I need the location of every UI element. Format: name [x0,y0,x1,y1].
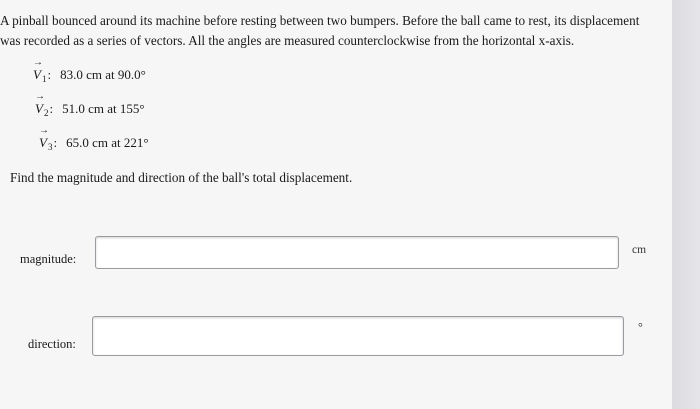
vector-3: → V 3 : 65.0 cm at 221° [39,125,149,152]
page-edge [672,0,700,409]
vector-2-value: 51.0 cm at 155° [62,101,145,116]
vector-2-subscript: 2 [43,108,49,118]
direction-label: direction: [28,337,76,351]
vector-3-subscript: 3 [47,142,53,152]
vector-1-subscript: 1 [41,74,47,84]
vector-3-symbol: → V [39,125,49,150]
vector-2-symbol: → V [35,91,45,116]
magnitude-input[interactable] [95,236,619,269]
direction-unit: ° [638,320,643,334]
magnitude-unit: cm [632,244,647,256]
vector-2: → V 2 : 51.0 cm at 155° [35,91,145,118]
problem-statement: A pinball bounced around its machine before resting between two bumpers. Before the ball came to rest, its displacement was recorded as a series of vectors. All the angles are measured counterclockwise from the horizontal x-axis. [0,13,640,48]
magnitude-label: magnitude: [20,252,77,266]
direction-input[interactable] [92,316,624,356]
question-prompt: Find the magnitude and direction of the ball's total displacement. [10,170,353,185]
vector-1-value: 83.0 cm at 90.0° [60,67,146,82]
vector-1-symbol: → V [33,57,43,82]
vector-3-value: 65.0 cm at 221° [66,135,149,150]
vector-1: → V 1 : 83.0 cm at 90.0° [33,57,146,84]
